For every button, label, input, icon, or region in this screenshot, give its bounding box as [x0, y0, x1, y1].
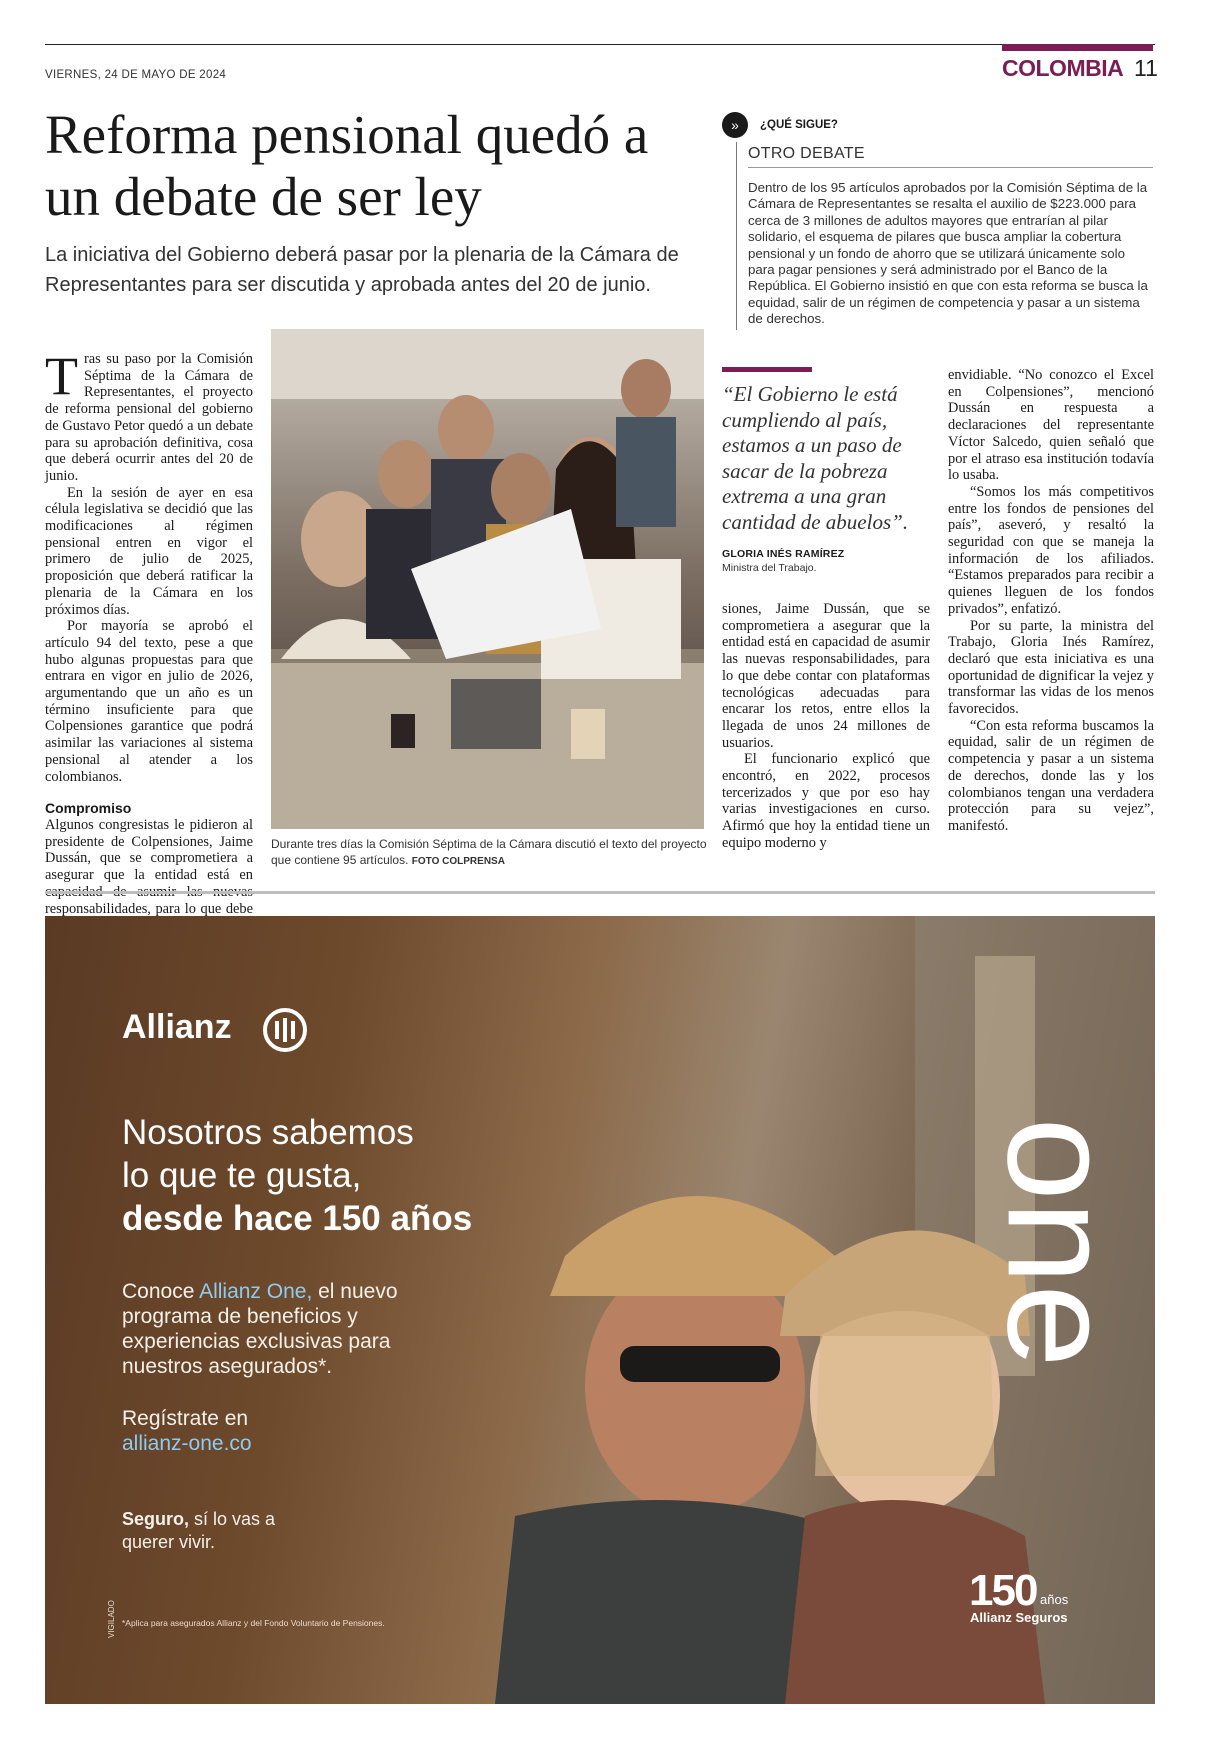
ad-subtext-post: el nuevo programa de beneficios y experiencias exclusivas para nuestros asegurados*. [122, 1280, 398, 1378]
paragraph: siones, Jaime Dussán, que se comprometiera a asegurar que la entidad está en capacidad de asumir las nuevas responsabilidades, para lo que debe contar con plataformas tecnológicas adecuadas para encarar los retos, entre ellos la llegada de unos 24 millones de usuarios. [722, 601, 930, 751]
subhead: Compromiso [45, 800, 132, 817]
section-divider [45, 891, 1155, 894]
paragraph: El funcionario explicó que encontró, en 2022, procesos tercerizados y que por eso hay varias investigaciones en curso. Afirmó que hoy la entidad tiene un equipo moderno y [722, 751, 930, 851]
ad-headline [122, 1111, 472, 1240]
vigilado-mark: VIGILADO [107, 1600, 116, 1638]
paragraph: Por mayoría se aprobó el artículo 94 del texto, pese a que hubo algunas propuestas para que entrara en vigor en julio de 2026, argumentando que un año es un término insuficiente para que Colpensiones garantice que podrá asimilar las variaciones al sistema pensional al atender a los colombianos. [45, 618, 253, 785]
sidebar-rule [748, 167, 1153, 168]
paragraph: “Con esta reforma buscamos la equidad, salir de un régimen de competencia y pasar a un sistema de derechos, donde las y los colombianos tengan una verdadera protección para su vejez”, manifestó. [948, 717, 1154, 834]
paragraph: Algunos congresistas le pidieron al presidente de Colpensiones, Jaime Dussán, que se comprometiera a asegurar que la entidad está en responsabilidades, para lo que debe [45, 816, 253, 917]
section-color-bar [1002, 44, 1153, 51]
dropcap: T [45, 346, 78, 406]
ad-headline-line: lo que te gusta, [122, 1156, 362, 1195]
anniversary-years: años [1040, 1592, 1069, 1607]
ad-one-wordmark: one [976, 1117, 1145, 1368]
allianz-advertisement [45, 916, 1155, 1704]
ad-headline-line: desde hace 150 años [122, 1199, 473, 1238]
page-number: 11 [1134, 55, 1158, 81]
paragraph: ras su paso por la Comisión Séptima de la Cámara de Representantes, el proyecto de reforma pensional del gobierno de Gustavo Petor quedó a un debate para su aprobación definitiva, cosa que deberá ocurrir antes del 20 de junio. [45, 351, 253, 484]
sidebar-kicker: ¿QUÉ SIGUE? [760, 119, 838, 131]
ad-headline-line: Nosotros sabemos [122, 1113, 414, 1152]
ad-subtext [122, 1279, 422, 1379]
ad-register [122, 1406, 252, 1456]
allianz-logo-text: Allianz [122, 1008, 232, 1046]
photo-credit: FOTO COLPRENSA [411, 856, 505, 867]
sidebar-title: OTRO DEBATE [748, 145, 865, 162]
ad-subtext-pre: Conoce [122, 1280, 200, 1303]
quote-attribution-name: GLORIA INÉS RAMÍREZ [722, 548, 845, 560]
photo-caption [271, 836, 711, 870]
pull-quote: “El Gobierno le está cumpliendo al país, estamos a un paso de sacar de la pobreza extrema a una gran cantidad de abuelos”. [722, 382, 909, 534]
section-name: COLOMBIA [1002, 55, 1124, 81]
sidebar-text: Dentro de los 95 artículos aprobados por la Comisión Séptima de la Cámara de Representantes se resalta el auxilio de $223.000 para cerca de 3 millones de adultos mayores que entrarían al pilar solidario, el esquema de pilares que busca ampliar la cobertura pensional y un fondo de ahorro que se utilizará únicamente solo para pagar pensiones y será administrado por el Banco de la República. El Gobierno insistió en que con esta reforma se busca la equidad, salir de un régimen de competencia y pasar a un sistema de derechos. [748, 180, 1148, 327]
paragraph: En la sesión de ayer en esa célula legislativa se decidió que las modificaciones al régimen pensional entren en vigor el primero de julio de 2025, proposición que deberá ratificar la plenaria de la Cámara en los próximos días. [45, 484, 253, 618]
article-column-1 [45, 346, 253, 984]
caption-text: Durante tres días la Comisión Séptima de la Cámara discutió el texto del proyecto que contiene 95 artículos. [271, 837, 707, 867]
ad-tagline-rest: sí lo vas a querer vivir. [122, 1509, 276, 1552]
article-column-4 [948, 367, 1154, 835]
chevron-right-icon: » [722, 112, 748, 138]
quote-bar [722, 367, 812, 372]
paragraph: “Somos los más competitivos entre los fondos de pensiones del país”, aseveró, y resaltó la seguridad con que se maneja la información de los afiliados. “Estamos preparados para recibir a quienes lleguen de los fondos privados”, enfatizó. [948, 483, 1154, 617]
top-rule [45, 44, 1155, 45]
ad-disclaimer: *Aplica para asegurados Allianz y del Fondo Voluntario de Pensiones. [122, 1618, 385, 1628]
anniversary-company: Allianz Seguros [970, 1610, 1068, 1625]
allianz-one-link[interactable]: Allianz One, [199, 1280, 313, 1303]
article-photo [271, 329, 704, 829]
photo-illustration [271, 329, 704, 829]
headline: Reforma pensional quedó a un debate de ser ley [45, 104, 649, 227]
paragraph: envidiable. “No conozco el Excel en Colpensiones”, mencionó Dussán en respuesta a declaraciones del representante Víctor Salcedo, quien señaló que por el atraso esa institución todavía lo usaba. [948, 367, 1154, 484]
ad-register-label: Regístrate en [122, 1407, 249, 1430]
ad-register-url[interactable]: allianz-one.co [122, 1432, 252, 1455]
ad-tagline-bold: Seguro, [122, 1509, 190, 1529]
issue-date: VIERNES, 24 DE MAYO DE 2024 [45, 69, 227, 81]
ad-tagline [122, 1508, 322, 1554]
anniversary-number: 150 [969, 1566, 1037, 1615]
allianz-logo-icon [263, 1008, 307, 1052]
sidebar-rule-vertical [736, 142, 737, 330]
quote-attribution-role: Ministra del Trabajo. [722, 562, 817, 574]
article-column-3 [722, 601, 930, 852]
paragraph: Por su parte, la ministra del Trabajo, Gloria Inés Ramírez, declaró que esta iniciativa es una oportunidad de dignificar la vejez y transformar las vidas de los menos favorecidos. [948, 617, 1154, 718]
dek: La iniciativa del Gobierno deberá pasar por la plenaria de la Cámara de Representantes para ser discutida y aprobada antes del 20 de junio. [45, 244, 679, 296]
